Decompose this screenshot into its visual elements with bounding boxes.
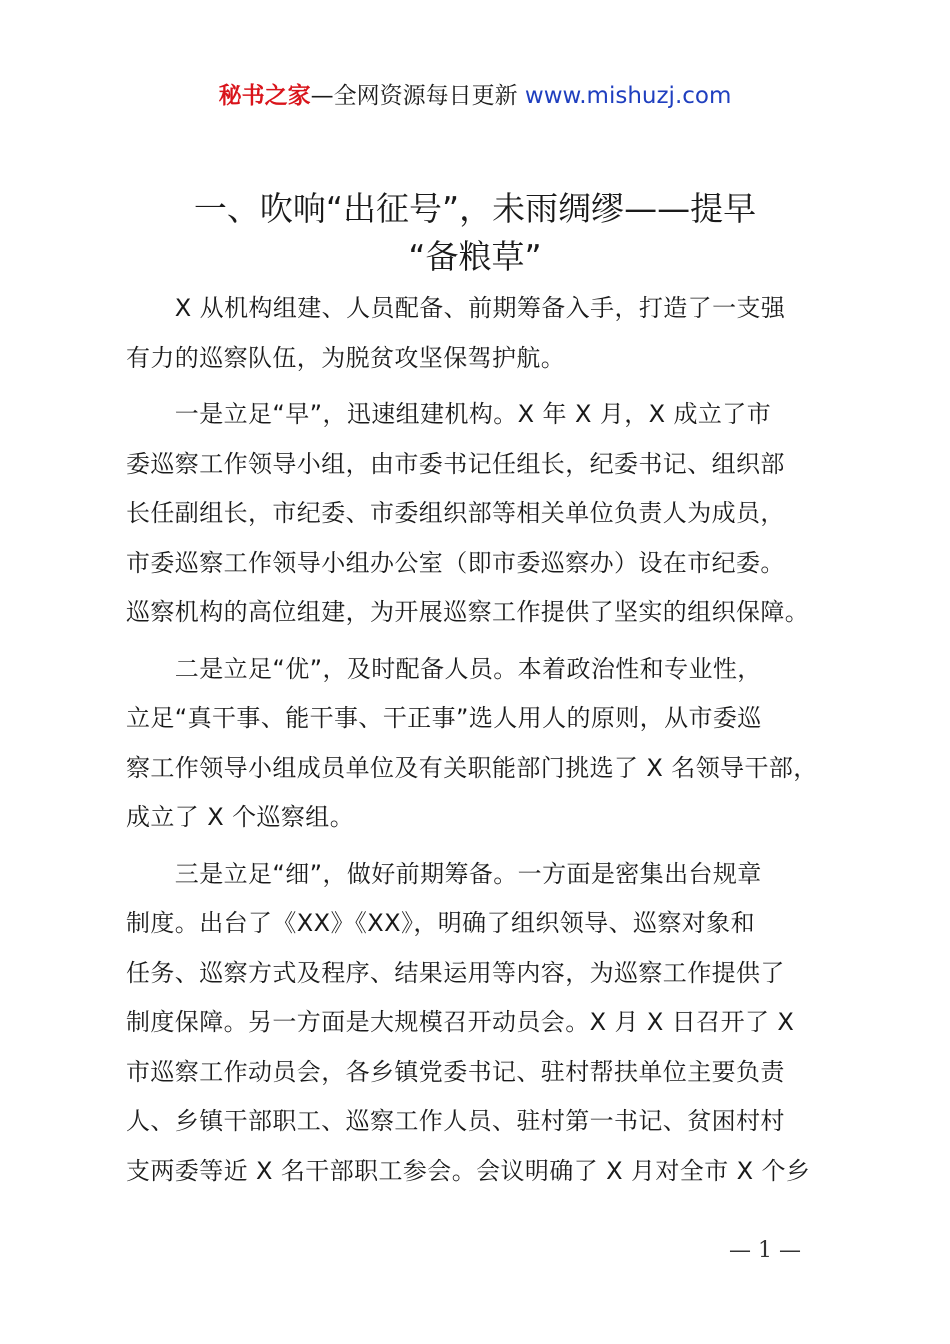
text-line: X 从机构组建、人员配备、前期筹备入手，打造了一支强 [126, 294, 786, 322]
paragraph-first-point [126, 390, 850, 638]
site-name: 秘书之家 [218, 83, 311, 109]
text-line: 长任副组长，市纪委、市委组织部等相关单位负责人为成员， [126, 499, 785, 527]
text-line: 任务、巡察方式及程序、结果运用等内容，为巡察工作提供了 [126, 958, 785, 987]
text-line: 二是立足“优”，及时配备人员。本着政治性和专业性， [126, 654, 762, 683]
title-line: “备粮草” [408, 237, 542, 276]
site-url-link[interactable]: www.mishuzj.com [524, 83, 732, 109]
paragraph-intro [126, 284, 850, 383]
text-line: 制度。出台了《XX》《XX》，明确了组织领导、巡察对象和 [126, 909, 755, 937]
text-line: 支两委等近 X 名干部职工参会。会议明确了 X 月对全市 X 个乡 [126, 1156, 811, 1185]
text-line: 三是立足“细”，做好前期筹备。一方面是密集出台规章 [126, 859, 762, 888]
text-line: 成立了 X 个巡察组。 [126, 803, 355, 831]
text-line: 制度保障。另一方面是大规模召开动员会。X 月 X 日召开了 X [126, 1008, 795, 1036]
page-header [0, 80, 950, 112]
document-title [100, 185, 850, 281]
text-line: 察工作领导小组成员单位及有关职能部门挑选了 X 名领导干部， [126, 753, 818, 782]
text-line: 一是立足“早”，迅速组建机构。X 年 X 月，X 成立了市 [126, 400, 772, 428]
text-line: 巡察机构的高位组建，为开展巡察工作提供了坚实的组织保障。 [126, 598, 810, 626]
site-slogan: —全网资源每日更新 [310, 83, 525, 109]
paragraph-third-point [126, 850, 850, 1197]
text-line: 人、乡镇干部职工、巡察工作人员、驻村第一书记、贫困村村 [126, 1107, 785, 1135]
text-line: 市委巡察工作领导小组办公室（即市委巡察办）设在市纪委。 [126, 548, 785, 577]
text-line: 委巡察工作领导小组，由市委书记任组长，纪委书记、组织部 [126, 449, 785, 478]
paragraph-second-point [126, 645, 850, 843]
page-number: — 1 — [729, 1238, 801, 1263]
title-line: 一、吹响“出征号”，未雨绸缪——提早 [193, 189, 757, 228]
document-body [126, 284, 850, 1203]
text-line: 立足“真干事、能干事、干正事”选人用人的原则，从市委巡 [126, 704, 762, 732]
text-line: 市巡察工作动员会，各乡镇党委书记、驻村帮扶单位主要负责 [126, 1057, 785, 1086]
text-line: 有力的巡察队伍，为脱贫攻坚保驾护航。 [126, 343, 566, 372]
